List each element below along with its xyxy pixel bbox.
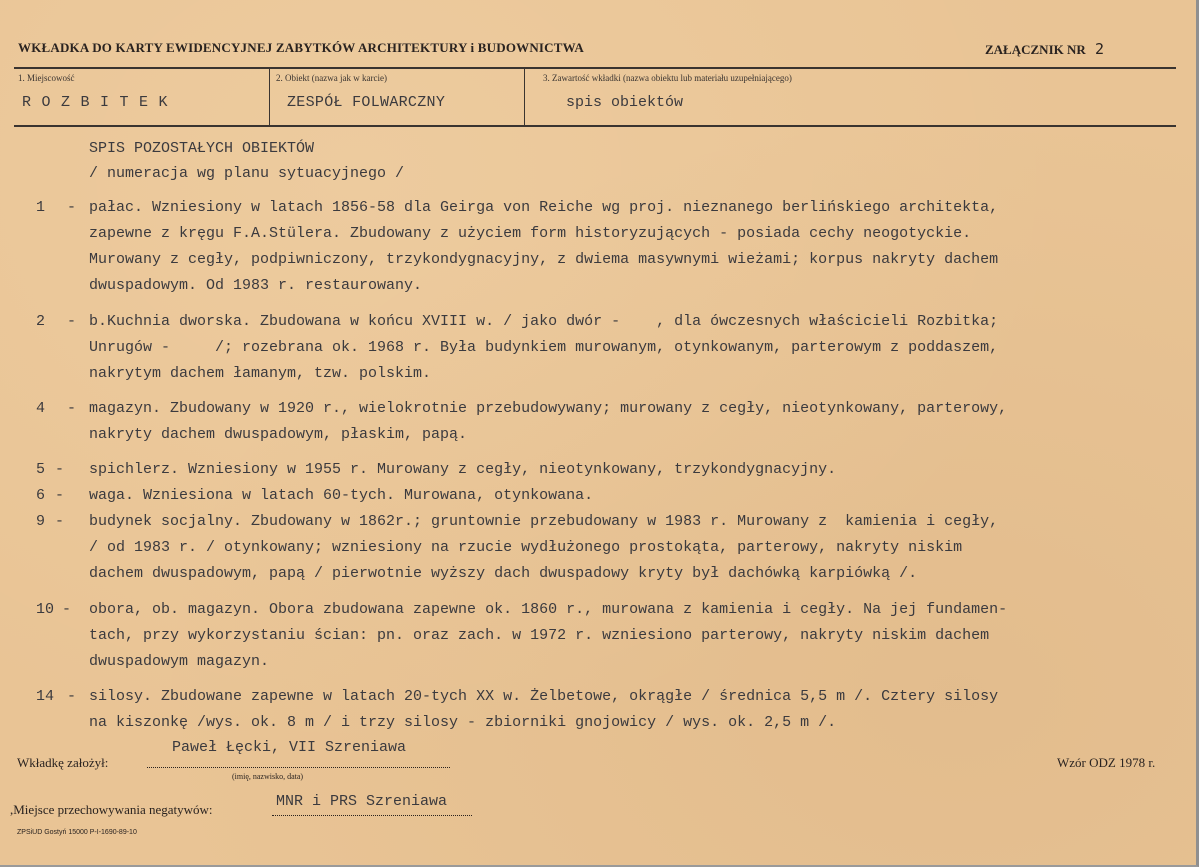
entry-dash: - — [67, 400, 77, 417]
entry-line: tach, przy wykorzystaniu ścian: pn. oraz zach. w 1972 r. wzniesiono parterowy, nakryty niskim dachem — [89, 627, 990, 644]
negatives-value: MNR i PRS Szreniawa — [276, 793, 448, 810]
negatives-label: ,Miejsce przechowywania negatywów: — [10, 802, 213, 817]
author-dotted-line — [147, 767, 450, 768]
author-caption: (imię, nazwisko, data) — [232, 772, 304, 781]
entry-dash: - — [55, 487, 65, 504]
entry-dash: - — [67, 313, 77, 330]
entry-line: dwuspadowym magazyn. — [89, 653, 270, 670]
print-code: ZPSiUD Gostyń 15000 P-I-1690-89-10 — [17, 829, 137, 836]
entry-line: budynek socjalny. Zbudowany w 1862r.; gruntownie przebudowany w 1983 r. Murowany z kamienia i cegły, — [89, 513, 999, 530]
attachment-label-text: ZAŁĄCZNIK NR — [985, 42, 1086, 57]
entry-line: dachem dwuspadowym, papą / pierwotnie wyższy dach dwuspadowy kryty był dachówką karpiówką /. — [89, 565, 918, 582]
object-value: ZESPÓŁ FOLWARCZNY — [287, 94, 446, 111]
contents-label: 3. Zawartość wkładki (nazwa obiektu lub materiału uzupełniającego) — [543, 73, 792, 83]
author-value: Paweł Łęcki, VII Szreniawa — [172, 739, 407, 756]
entry-number: 14 — [36, 688, 55, 705]
entry-line: Unrugów - /; rozebrana ok. 1968 r. Była budynkiem murowanym, otynkowanym, parterowym z poddaszem, — [89, 339, 999, 356]
entry-dash: - — [67, 688, 77, 705]
entry-number: 2 — [36, 313, 46, 330]
entry-line: zapewne z kręgu F.A.Stülera. Zbudowany z użyciem form historyzujących - posiada cechy neogotyckie. — [89, 225, 972, 242]
card-title: WKŁADKA DO KARTY EWIDENCYJNEJ ZABYTKÓW ARCHITEKTURY i BUDOWNICTWA — [18, 40, 584, 55]
entry-number: 6 — [36, 487, 46, 504]
entry-line: nakryty dachem dwuspadowym, płaskim, papą. — [89, 426, 468, 443]
entry-number: 1 — [36, 199, 46, 216]
author-label: Wkładkę założył: — [17, 755, 109, 770]
entry-dash: - — [67, 199, 77, 216]
entry-line: pałac. Wzniesiony w latach 1856-58 dla Geirga von Reiche wg proj. nieznanego berlińskiego architekta, — [89, 199, 999, 216]
entry-dash: - — [55, 461, 65, 478]
entry-number: 10 — [36, 601, 55, 618]
entry-number: 5 — [36, 461, 46, 478]
entry-number: 9 — [36, 513, 46, 530]
entry-line: b.Kuchnia dworska. Zbudowana w końcu XVIII w. / jako dwór - , dla ówczesnych właścicieli Rozbitka; — [89, 313, 999, 330]
entry-line: dwuspadowym. Od 1983 r. restaurowany. — [89, 277, 423, 294]
entry-line: obora, ob. magazyn. Obora zbudowana zapewne ok. 1860 r., murowana z kamienia i cegły. Na jej fundamen- — [89, 601, 1008, 618]
entry-line: nakrytym dachem łamanym, tzw. polskim. — [89, 365, 432, 382]
entry-dash: - — [55, 513, 65, 530]
entry-number: 4 — [36, 400, 46, 417]
entry-line: / od 1983 r. / otynkowany; wzniesiony na rzucie wydłużonego prostokąta, parterowy, nakryty niskim — [89, 539, 963, 556]
list-subheading: / numeracja wg planu sytuacyjnego / — [89, 165, 405, 182]
contents-value: spis obiektów — [566, 94, 684, 111]
list-heading: SPIS POZOSTAŁYCH OBIEKTÓW — [89, 140, 315, 157]
template-label: Wzór ODZ 1978 r. — [1057, 755, 1156, 770]
negatives-dotted-line — [272, 815, 472, 816]
object-label: 2. Obiekt (nazwa jak w karcie) — [276, 73, 387, 83]
entry-dash: - — [62, 601, 72, 618]
entry-line: na kiszonkę /wys. ok. 8 m / i trzy silosy - zbiorniki gnojowicy / wys. ok. 2,5 m /. — [89, 714, 837, 731]
entry-line: waga. Wzniesiona w latach 60-tych. Murowana, otynkowana. — [89, 487, 594, 504]
locality-label: 1. Miejscowość — [18, 73, 75, 83]
locality-value: ROZBITEK — [22, 94, 179, 111]
entry-line: spichlerz. Wzniesiony w 1955 r. Murowany z cegły, nieotynkowany, trzykondygnacyjny. — [89, 461, 837, 478]
entry-line: silosy. Zbudowane zapewne w latach 20-tych XX w. Żelbetowe, okrągłe / średnica 5,5 m /. Cztery silosy — [89, 688, 999, 705]
entry-line: Murowany z cegły, podpiwniczony, trzykondygnacyjny, z dwiema masywnymi wieżami; korpus nakryty dachem — [89, 251, 999, 268]
entry-line: magazyn. Zbudowany w 1920 r., wielokrotnie przebudowywany; murowany z cegły, nieotynkowany, parterowy, — [89, 400, 1008, 417]
attachment-number: 2 — [1095, 40, 1105, 58]
